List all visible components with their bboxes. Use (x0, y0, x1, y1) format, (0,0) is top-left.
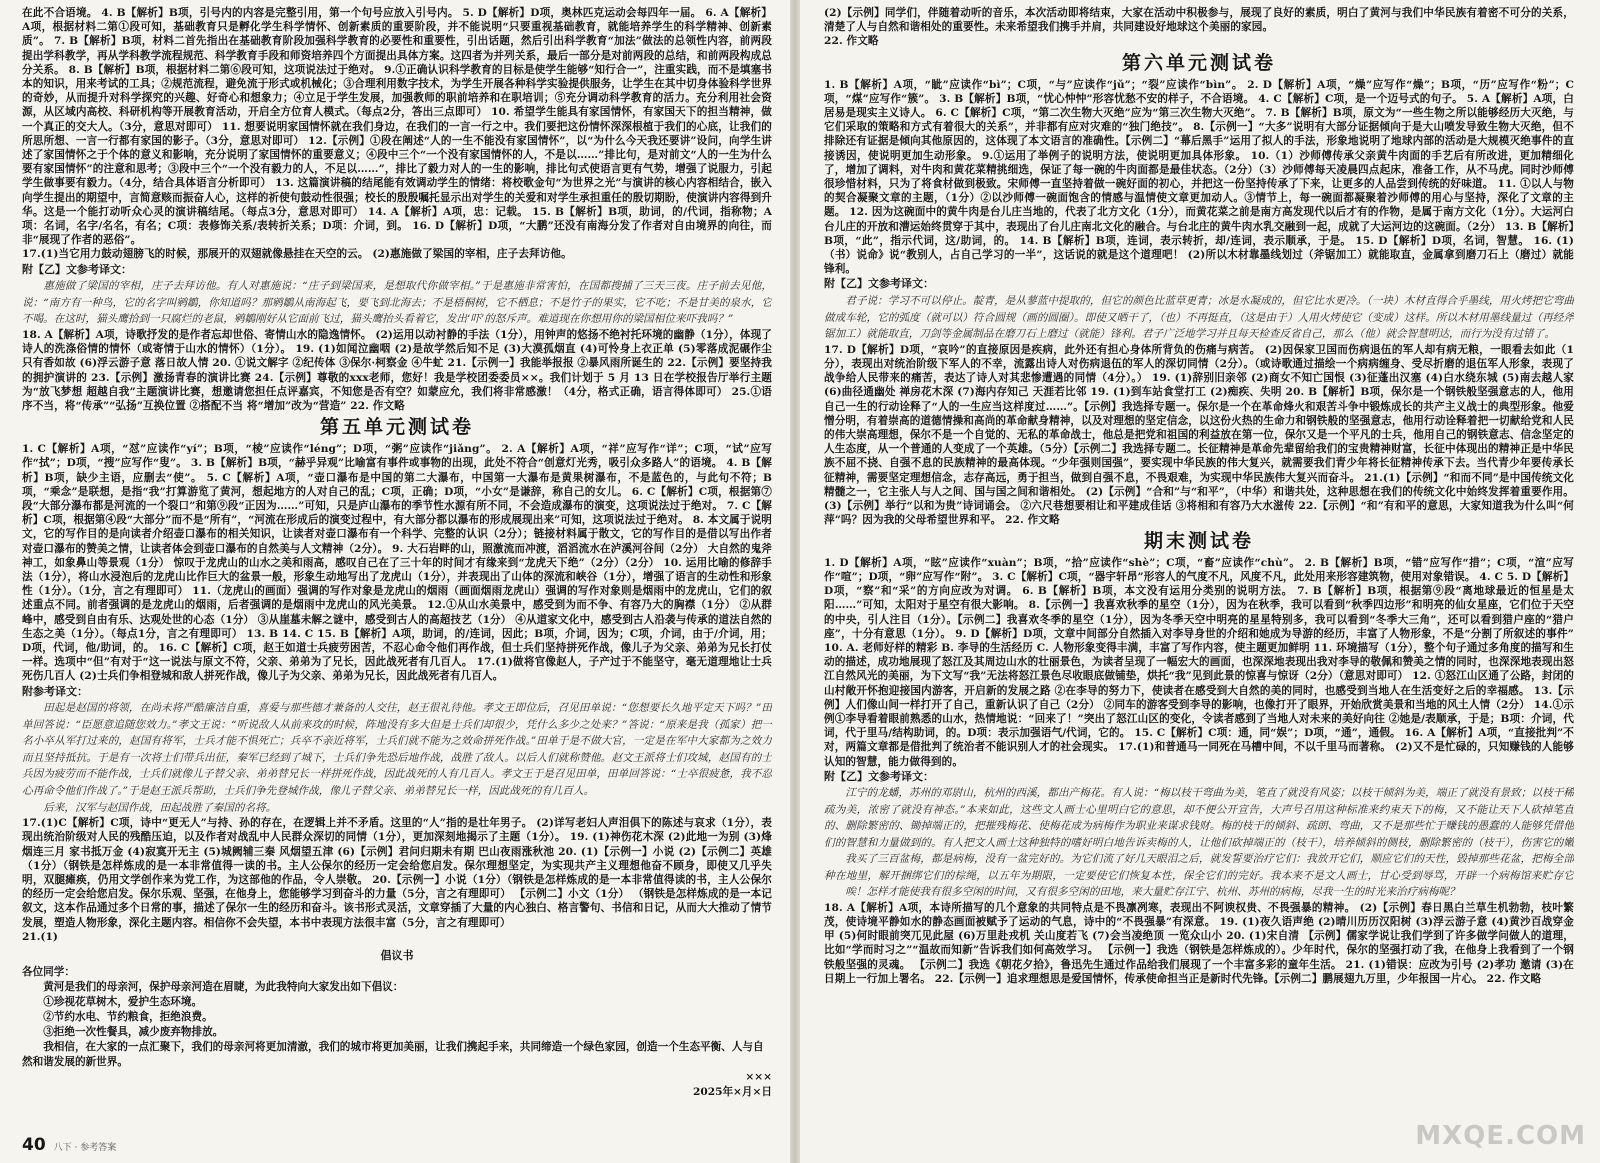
proposal-letter (22, 930, 772, 1100)
right-ref-heading-2: 附【乙】文参考译文： (824, 769, 934, 783)
unit5-answers: 1. C【解析】A项，“怼”应读作“yí”；B项，“棱”应读作“léng”；D项，“粥”应读作“jiǎng”。 2. A【解析】A项，“祥”应写作“详”；C项，“试”应写作“拭”；D项，“搜”应写作“叟”。 3. B【解析】B项，“赫乎异观”比喻富有事件或事物的出现，此处不符合“创意灯光秀，吸引众多路人”的语境。 4. B【解析】B项，缺少主语，应删去“使”。 5. C【解析】A项，“壶口瀑布是中国的第二大瀑布，中国第一大瀑布是黄果树瀑布，不是蓝色的，与此句不符；B项，“乘念”是联想，是指“我”打算游览了黄河，想起地方的人对自己的乱；C项，正确；D项，“小女”是谦辞，称自己的女儿。 6. C【解析】C项，根据第⑦段“大部分瀑布都是河流的一个裂口”和第⑨段“正因为……”可知，只是庐山瀑布的季节性水源有所不同，不会造成瀑布的演变，这项说法过于绝对。 7. C【解析】C项，根据第④段“大部分”而不是“所有”，“河流在形成后的演变过程中，有大部分都以瀑布的形成展现出来”可知，这项说法过于绝对。 8. 本文属于说明文，它的写作目的是向读者介绍壶口瀑布的相关知识，让读者对壶口瀑布有一个科学、完整的认识（2分）；链接材料属于散文，它的写作目的是借以写出作者对壶口瀑布的赞美之情，让读者体会到壶口瀑布的自然美与人文精神（2分）。 9. 大石岩畔的山，照激流而冲渡，滔滔流水在泸溪河谷间（2分） 大自然的鬼斧神工，如象鼻山等景观（1分） 惊叹于龙虎山的山水之美和雨高，感叹自己在了三十年的时间才有缘来到“龙虎天下绝”（2分）（2分） 10. 运用比喻的修辞手法（1分），将山水浸泡后的龙虎山比作巨大的盆景一般，形象生动地写出了龙虎山（1分），并表现出了山体的深流和峡谷（1分），增强了语言的生动性和形象性（1分）。（1分，言之有理即可） 11.（龙虎山的画面）强调的写作对象是龙虎山的烟雨（画面烟雨龙虎山）强调的写作对象则是烟雨中的龙虎山，它们的叙述重点不同。前者强调的是龙虎山的烟雨，后者强调的是烟雨中龙虎山的风光美景。 12.①从山水美景中，感受到为而不争、有容乃大的胸襟（1分） ②从群峰中，感受到自由有乐、达观处世的心态（1分） ③从崖墓未解之谜中，感受到古人的高超技艺（1分） ④从道家文化中，感受到古人沿袭与传承的道法自然的生态之美（1分）。（每点1分，言之有理即可） 13. B 14. C 15. B【解析】A项，助词，的/连词，因此；B项，介词，因为；C项，介词，由于/介词，用；D项，代词，他/助词，的。 16. C【解析】C项，赵王如道士兵疲劳困苦，不忍心命令他们再作战，但士兵们坚持拼死作战，像儿子为父亲、弟弟为兄长打仗一样。选项中“但”有对于“这一说法与原文不符，父亲、弟弟为了兄长，因此战死者有几百人。 17.(1)做将官像赵人，子产过于不能坚守，毫无道理地让士兵死伤几百人 (2)士兵们争相登城和敌人拼死作战，像儿子为父亲、弟弟为兄长，因此战死者有几百人。 (22, 443, 772, 683)
left-ref-heading-2: 附参考译文： (22, 684, 88, 698)
proposal-line: 黄河是我们的母亲河，保护母亲河造在眉睫，为此我特向大家发出如下倡议： (43, 980, 404, 993)
right-translation-4: 唉！怎样才能使我有很多空闲的时间，又有很多空闲的田地，来大量贮存江宁、杭州、苏州的病梅，尽我一生的时光来治疗病梅呢？ (845, 886, 1460, 899)
left-lower-answers: 17.(1)C【解析】C项，诗中“更无人”与持、孙的存在，在逻辑上并不矛盾。这里的“人”指的是壮年男子。 (2)详写老妇人声泪俱下的陈述与哀求（1分），表现出统治阶级对人民的残酷压迫，以及作者对战乱中人民群众深切的同情（1分），更加深刻地揭示了主题（1分）。 19. (1)神伤花木深 (2)此地一为别 (3)烽烟连三月 家书抵万金 (4)寂寞开无主 (5)城阙辅三秦 风烟望五津 (6)【示例】君问归期未有期 巴山夜雨涨秋池 20. (1)【示例一】小说 (2)【示例二】英雄（1分）（钢铁是怎样炼成的是一本非常值得一读的书。主人公保尔的经历一定会给您启发。保尔理想坚定，为实现共产主义理想他奋不顾身，即使又几乎失明，双腿瘫痪，仍用文学创作来为党工作，为这部他的作品，令人崇敬。 20.【示例一】小说（1分）（钢铁是怎样炼成的是一本非常值得读的书，主人公保尔的经历一定会给您启发。保尔乐观、坚强，在他身上，您能够学习到奋斗的力量（5分，言之有理即可） 【示例二】小文（1分） （钢铁是怎样炼成的是一本记叙文，这本作品通过多个日常的事，描述了保尔一生的经历和奋斗。该书形式灵活，文章穿插了大量的内心独白、格言警句、书信和日记，从而大大推动了情节发展，塑造人物形象，深化主题内容。相信你不会失望，本书中表现方法很丰富（5分，言之有理即可） (22, 817, 772, 929)
left-top-answers (22, 6, 772, 262)
unit6-answers: 1. B【解析】A项，“眦”应读作“bì”；C项，“与”应读作“jǔ”；“裂”应读作“bìn”。 2. D【解析】A项，“燥”应写作“燥”；B项，“历”应写作“粉”；C项，“煤”应写作“簇”。 3. B【解析】B项，“忧心忡忡”形容忧愁不安的样子，不合语境。 4. C【解析】C项，是一个迈号式的句子。 5. A【解析】A项，白居易是现实主义诗人。 6. C【解析】C项，“第二次生物大灭绝”应为“第三次生物大灭绝”。 7. B【解析】B项，原文为“一些生物之所以能够经历大灭绝，与它们采取的策略和方式有着很大的关系”，并非都有应对灾难的“独门绝技”。 8.【示例一】“大多”说明有大部分证据倾向于是大山喷发导致生物大灭绝，但不排除还有证据是倾向其他原因的，这体现了本文语言的准确性。【示例二】“幕后黑手”运用了拟人的手法，形象地说明了地球内部的活动是大规模灭绝事件的直接诱因，使说明更加生动形象。 9.①运用了举例子的说明方法，使说明更加具体形象。 10.（1）沙师傅传承父亲黄牛肉面的手艺后有所改进，更加精细化了，增加了调料，对牛肉和黄花菜精挑细选，保证了每一碗的牛肉面都是最佳状态。（2分）（3）沙师傅每天凌晨四点起床，准备工作，从不马虎。同时沙师傅很珍惜材料，只为了将食材做到极致。宋师傅一直坚持着做一碗好面的初心，并把这一份坚持传承了下来，让更多的人品尝到传统的好味道。 11. ①以人与物的契合凝聚文章的主题，（1分）②以沙师傅一碗面饱含的情感与温情使文章更加动人。③情节上，每一碗面都凝聚着沙师傅的用心与坚持，深化了文章的主题。 12. 因为这碗面中的黄牛肉是台儿庄当地的，代表了北方文化（1分），而黄花菜之前是南方高发现代以后才有的作物，是属于南方文化（1分）。大运河白台儿庄的开放和漕运始终贯穿于其中，表现出了台儿庄南北文化的融合。与台北庄的黄牛肉水乳交融到一起，成就了大运河边的这碗面。（2分） 13. B【解析】B项，“此”，指示代词，这/助词，的。 14. B【解析】B项，连词，表示转折，却/连词，表示顺承，于是。 15. D【解析】D项，名词，智慧。 16. (1)（书）说命》说“教别人，占自己学习的一半”，这话说的就是这个道理吧！ (2)所以木材靠墨线划过（斧锯加工）就能取直，金属拿到磨刀石上（磨过）就能锋利。 (824, 78, 1574, 276)
right-mid-answers: 17. D【解析】D项，“哀吟”的直接原因是疾病，此外还有担心身体所背负的伤痛与病苦。 (2)因保家卫国而伤病退伍的军人却有病无粮，一眼看去如此（1分），表现出对统治阶级下军人的不幸，流露出诗人对伤病退伍的军人的深切同情（2分）。（或诗歌通过描绘一个病病缠身、受尽折磨的退伍军人形象，表现了战争给人民带来的痛苦，表达了诗人对其悲惨遭遇的同情（4分）。） 19. (1)辞别旧亲邻 (2)商女不知亡国恨 (3)征蓬出汉塞 (4)白水绕东城 (5)南去越人家 (6)曲径通幽处 禅房花木深 (7)海内存知己 天涯若比邻 19. (1)到车站食堂打工 (2)痴疾、失明 20. B【解析】B项，保尔是一个钢铁般坚强意志的人，他用自己一生的行动诠释了“人的一生应当这样度过……”。【示例】我选择专题一。保尔是一个在革命烽火和艰苦斗争中锻炼成长的共产主义战士的典型形象。他爱憎分明，有着崇高的道德情操和高尚的革命献身精神，以及对理想的坚定信念，以这份火热的生命力和钢铁般的坚强意志，他用行动诠释着把一切献给党和人民的伟大崇高理想，保尔不是一个自觉的、无私的革命战士，他总是把党和祖国的利益放在第一位，保尔又是一个平凡的士兵，他用自己的钢铁意志、信念坚定的人生态度，从一个普通的人变成了一个英雄。（5分）【示例二】我选择专题二。长征精神是革命先辈留给我们的宝贵精神财富，长征中体现出的精神正是中华民族不屈不挠、自强不息的民族精神的最高体现。“少年强则国强”，要实现中华民族的伟大复兴，就需要我们青少年将长征精神传承下去。当代青少年要传承长征精神，需要坚定理想信念，志存高远，勇于担当，做到自强不息，不畏艰难，为实现中华民族伟大复兴而奋斗。 21.(1)【示例】“和而不同”是中国传统文化精髓之一，它主张人与人之间、国与国之间和谐相处。 (2)【示例】“合和”与“和平”，（中华）和谐共处，这种思想在我们的传统文化中始终发挥着重要作用。 (3)【示例】举行“以和为贵”诗词诵会。 ②六尺巷想要相让和平建成佳话 ③将相和有容乃大水滋传 22.【示例】“和”有和平的意思，大家知道我为什么叫“何萍”吗？因为我的父母希望世界和平。 22. 作文略 (824, 343, 1574, 527)
q21-label: 21.(1) (22, 930, 58, 943)
left-translation-2: 田起是赵国的将领，在尚未将严酷廉洁自重，喜爱与那些德才兼备的人交往，赵王很礼待他。孝文王即位后，召见田单说：“您想要长久地平定天下吗？”田单回答说：“臣愿意追随您效力。”孝文王说：“听说敌人从前来攻的时候，阵地没有多大但是士兵们却很少，凭什么多少之处来？”答说：“原来是我（孤家）把一名小卒从军打过来的，赵国有将军，士兵才能不惧死亡；兵卒不亲近将军，士兵们就不能为之效命拼死作战。”田单于是不做大官，一定是在军中大家都为之效力而且坚持抵抗。于是有一次将士们带兵出征，秦军已经到了城下，士兵们争先恐后地作战，战胜了敌人。以后人们就称赞他。赵文王派将士们攻城，赵国有的士兵因为疲劳而不能作战，士兵们就像儿子替父亲、弟弟替兄长一样拼死作战，因此战死的人有几百人。孝文王于是召见田单，田单回答说：“士卒很疲惫，我不忍心再命令他们作战了。”于是赵王派兵帮助，士兵们争先登城作战，像儿子替父亲、弟弟替兄长一样，因此战死的有几百人。 (22, 702, 772, 798)
final-exam-title: 期末测试卷 (1143, 529, 1254, 552)
page-number: 40 (22, 1135, 46, 1155)
right-ref-heading-1: 附【乙】文参考译文： (824, 277, 934, 291)
proposal-date: 2025年×月×日 (692, 1085, 772, 1098)
unit6-title: 第六单元测试卷 (1121, 51, 1276, 74)
site-watermark: MXQE.COM (1415, 1121, 1586, 1151)
right-translation-1: 君子说：学习不可以停止。靛青，是从蓼蓝中提取的，但它的颜色比蓝草更青；冰是水凝成的，但它比水更冷。（一块）木材直得合乎墨线，用火烤把它弯曲做成车轮，它的弧度（就可以）符合圆规（画的圆圈）。即使又晒干了，（也）不再挺直，（这是由于）人用火烤使它（变成）这样。所以木材用墨线量过（再经斧锯加工）就能取直，刀剑等金属制品在磨刀石上磨过（就能）锋利。君子广泛地学习并且每天检查反省自己，那么（他）就会智慧明达，而行为没有过错了。 (824, 294, 1574, 341)
proposal-greeting: 各位同学： (22, 965, 75, 978)
left-top-answers-para-1: 在此不合语境。 4. B【解析】B项，引号内的内容是完整引用，第一个句号应放入引号内。 5. D【解析】D项，奥林匹克运动会每四年一届。 6. A【解析】A项，根据材料二第①段可知，基础教育只是孵化学生科学情怀、创新素质的重要阶段，并不能说明“只要重视基础教育，就能培养学生的科学精神、创新素质”。 7. B【解析】B项，材料二首先指出在基础教育阶段加强科学教育的必要性和重要性，引出话题，然后引出科学教育“加法”做法的总领性内容，前两段提出学科教学，再从学科教学流程规范、科学教育手段和师资培养四个方面提出具体方案。这四者为并列关系，最后一部分是对前两段的总结，和前两段构成总分关系。 8. B【解析】B项，根据材料二第⑥段可知，这项说法过于绝对。 9.①正确认识科学教育的目标是使学生能够“知行合一”，注重实践，而不是填塞书本的知识，用来考试的工具；②规范流程，避免流于形式或机械化；③合理利用数字技术，为学生开展各种科学实验提供服务，让学生在其中切身体验科学世界的奇妙，从而提升对科学探究的兴趣、好奇心和想象力；④立足于学生发展，加强教师的职前培养和在职培训；⑤充分调动科学教育的活力。充分利用社会资源，从区域内高校、科研机构等开展教育活动，开启全方位育人模式。（每点2分，答出三点即可） 10. 希望学生能具有家国情怀，有家国天下的担当精神，做一个真正的交大人。（3分，意思对即可） 11. 想要说明家国情怀就在我们身边，在我们的一言一行之中。我们要把这份情怀深深根植于我们的心底，让我们的所思所想、一言一行都有家国的影子。（3分，意思对即可） 12.【示例】①段在阐述“人的一生不能没有家国情怀”，以“为什么今天我还要讲”设问，向学生讲述了家国情怀之于个体的意义和影响，充分说明了家国情怀的重要意义；④段中三个“一个没有家国情怀的人，不是以……”排比句，是对前文“人的一生为什么要有家国情怀”的注意和思考；③段中三个“一个没有毅力的人，不足以……”，排比了毅力对人的一生的影响，排比句式使语言更有气势，增强了说服力，引起学生做事要有毅力。（4分，结合具体语言分析即可） 13. 这篇演讲稿的结尾能有效调动学生的情绪：将校歌金句“为世界之光”与演讲的核心内容相结合，嵌入向学生提出的期望中，言简意赅而振奋人心，这样的祈使句鼓动性很强；校长的殷殷嘱托显示出对学生的关爱和对学生承担重任的殷切期盼，使演讲内容得到升华。这是一个能打动听众心灵的演讲稿结尾。（每点3分，意思对即可） 14. A【解析】A项，忠：记载。 15. B【解析】B项，助词，的/代词，指称物；A项：名词，名字/名名，有名；C项：表修饰关系/表转折关系；D项：介词，到。 16. D【解析】D项，“大鹏”还没有南海分发了作者对自由境界的向往，而非“展现了作者的恶俗”。 (22, 7, 772, 247)
right-top-answer: (2)【示例】同学们，伴随着动听的音乐，本次活动即将结束，大家在活动中积极参与，展现了良好的素质，明白了黄河与我们中华民族有着密不可分的关系，清楚了人与自然和谐相处的重要性。未来希望我们携手并肩，共同建设好地球这个美丽的家园。 (824, 7, 1574, 34)
page-footer (22, 1135, 116, 1155)
proposal-line: 我相信，在大家的一点汇聚下，我们的母亲河将更加清澈，我们的城市将更加美丽，让我们携起手来，共同缔造一个绿色家园，创造一个生态平衡、人与自然和谐发展的新世界。 (22, 1040, 764, 1068)
proposal-signer: ××× (745, 1070, 772, 1083)
proposal-title: 倡议书 (380, 948, 414, 962)
proposal-line: ①珍视花草树木，爱护生态环境。 (43, 995, 203, 1008)
right-top-answer: 22. 作文略 (824, 35, 879, 48)
page-footer-label: 八下 · 参考答案 (53, 1143, 117, 1153)
left-translation-1: 惠施做了梁国的宰相，庄子去拜访他。有人对惠施说：“庄子到梁国来，是想取代你做宰相。”于是惠施非常害怕，在国都搜捕了三天三夜。庄子前去见他，说：“南方有一种鸟，它的名字叫鹓鶵，你知道吗？那鹓鶵从南海起飞，要飞到北海去；不是梧桐树，它不栖息；不是竹子的果实，它不吃；不是甘美的泉水，它不喝。在这时，猫头鹰拾到一只腐烂的老鼠，鹓鶵刚好从它面前飞过，猫头鹰抬头看着它，发出‘吓’的怒斥声。难道现在你想用你的梁国相位来吓我吗？” (22, 280, 772, 326)
left-ref-note: 后来，汉军与赵国作战，田起战胜了秦国的名将。 (43, 801, 277, 814)
book-gutter (790, 0, 800, 1163)
left-top-answers-para-2: 17.(1)当它用力鼓动翅膀飞的时候，那展开的双翅就像悬挂在天空的云。 (2)惠施做了梁国的宰相，庄子去拜访他。 (22, 248, 572, 261)
proposal-line: ②节约水电、节约粮食，拒绝浪费。 (43, 1010, 213, 1023)
right-page (800, 0, 1600, 1163)
unit5-title: 第五单元测试卷 (319, 416, 474, 439)
left-ref-heading-1: 附【乙】文参考译文： (22, 262, 132, 276)
proposal-line: ③拒绝一次性餐具，减少废弃物排放。 (43, 1025, 224, 1038)
left-mid-answers: 18. A【解析】A项，诗歌抒发的是作者忘却世俗、寄情山水的隐逸情怀。 (2)运用以动衬静的手法（1分），用钟声的悠扬不绝衬托环境的幽静（1分），体现了诗人的洗涤俗情的情怀（或寄情于山水的情怀）（1分）。 19. (1)如闻泣幽咽 (2)是故学然后知不足 (3)大漠孤烟直 (4)可怜身上衣正单 (5)零落成泥碾作尘 只有香如故 (6)浮云游子意 落日故人情 20. ①说文解字 ②纪传体 ③保尔·柯察金 ④牛虻 21.【示例一】我能举报报 ②暴风雨所诞生的 22.【示例】要坚持我的拥护演讲的 23.【示例】激扬青春的演讲比赛 24.【示例】尊敬的xxx老师，您好！我是学校团委委员××。我们计划于 5 月 13 日在学校报告厅举行主题为“放飞梦想 超越自我”主题演讲比赛，想邀请您担任点评嘉宾，不知您是否有空？如蒙应允，我们将非常感激！（4分，格式正确，语言得体即可） 25.①语序不当，将“传承”“弘扬”互换位置 ②搭配不当 将“增加”改为“营造” 22. 作文略 (22, 328, 772, 412)
right-translation-2: 江宁的龙蟠，苏州的邓尉山，杭州的西溪，都出产梅花。有人说：“梅以枝干弯曲为美，笔直了就没有风姿；以枝干倾斜为美，端正了就没有景致；以枝干稀疏为美，浓密了就没有神态。”本来如此，这些文人画士心里明白它的意思，却不便公开宣告，大声号召用这种标准来约束天下的梅，又不能让天下人砍掉笔直的、删除繁密的、锄掉端正的，把摧残梅花、使梅花成为病梅作为职业来谋求钱财。梅的枝干的倾斜、疏朗、弯曲，又不是那些忙于赚钱的愚蠢的人能够凭借他们的智慧和力量做到的。有人把文人画士这种独特的嗜好明白地告诉卖梅的人，让他们砍掉端正的（枝干），培养倾斜的侧枝，删除繁密的（枝干），伤害它的嫩 (824, 787, 1574, 850)
right-translation-3: 我买了三百盆梅，都是病梅，没有一盆完好的。为它们流了好几天眼泪之后，就发誓要治疗它们：我放开它们，顺应它们的天性，毁掉那些花盆，把梅全部种在地里，解开捆绑它们的棕绳，以五年为期限，一定要使它们恢复本性，保全它们的完好。我本来不是文人画士，甘心受到辱骂，开辟一个病梅馆来贮存它 (824, 853, 1574, 882)
right-lower-answers: 18. A【解析】A项，本诗所描写的几个意象的共同特点是不畏凛冽寒，表现出不阿谀权贵、不畏强暴的精神。 (2)【示例】春日黑白兰草生机勃勃，枝叶繁茂，使诗境平静如水的静态画面被赋予了运动的气息，诗中的“不畏强暴”有深意。 19. (1)夜久语声绝 (2)晴川历历汉阳树 (3)浮云游子意 (4)黄沙百战穿金甲 (5)何时眼前突兀见此屋 (6)万里赴戎机 关山度若飞 (7)会当凌绝顶 一览众山小 20. (1)宋自清 【示例】儒家学说让我们学到了许多做学问做人的道理，比如“学而时习之”“温故而知新”告诉我们如何高效学习。 【示例一】我选（钢铁是怎样炼成的）。少年时代，保尔的坚强打动了我，在他身上我看到了一个钢铁般坚强的灵魂。 【示例二】我选《朝花夕拾》，鲁迅先生通过作品给我们展现了一个丰富多彩的童年生活。 21. (1)错误：应改为引号 (2)孝功 邀请 (3)在日期上一行加上署名。 22.【示例一】追求理想思是爱国情怀，传承使命担当正是新时代先锋。【示例二】鹏展翅九万里，少年报国一片心。 22. 作文略 (824, 901, 1574, 985)
final-exam-answers: 1. D【解析】A项，“眩”应读作“xuàn”；B项，“拾”应读作“shè”；C项，“畜”应读作“chù”。 2. B【解析】B项，“错”应写作“措”；C项，“渲”应写作“喧”；D项，“卵”应写作“附”。 3. C【解析】C项，“器宇轩昂”形容人的气度不凡，风度不凡，此处用来形容建筑物，使用对象错误。 4. C 5. D【解析】D项，“察”和“采”的方向应改为对调。 6. B【解析】B项，本文没有运用分类别的说明方法。 7. B【解析】B项，根据第⑨段“离地球最近的恒星是太阳……”可知，太阳对于星空有很大影响。 8.【示例一】我喜欢秋季的星空（1分），因为在秋季，我可以看到“秋季四边形”和明亮的仙女星座，它们位于天空的中央，引人注目（1分）。【示例二】我喜欢冬季的星空（1分），因为冬季天空中明亮的星星特别多，我可以看到“冬季大三角”，还可以看到猎户座的“猎户座”，十分有意思（1分）。 9. D【解析】D项，文章中间部分自然插入对李导身世的介绍和她成为导游的经历，丰富了人物形象，不是“分割了所叙述的事件” 10. A. 老师好样的精彩 B. 李导的生活经历 C. 人物形象变得丰满，丰富了写作内容，使主题更加鲜明 11. 环境描写（1分），整个句子通过多角度的描写和生动的描述，成功地展现了怒江及其周边山水的壮丽景色，为读者呈现了一幅宏大的画面，也深深地表现出我对李导的敬佩和赞美之情的同时，也深深地表现出怒江自然风光的美丽，为下文写“我”无法将怒江景色尽收眼底做铺垫，烘托“我”见到此景的惊喜与惊讶（2分）（意思对即可） 12. ①怒江山区通了公路，封闭的山村敞开怀抱迎接国内游客，开启新的发展之路 ②在李导的努力下，使读者在感受到大自然的美的同时，也感受到当地人在生活变好之后的幸福感。 13.【示例】人们像山间一样打开了自己，重新认识了自己（2分） ②同车的游客受到李导的影响，也像打开了眼界，开始欣赏美景和当地的风土人情（2分） 14.①示例①李导看着眼前熟悉的山水，热情地说：“回来了！”突出了怒江山区的变化，令读者感到了当地人对未来的美好向往 ②她是/表顺承，于是；B项：介词，代词，代于里马/结构助词，的。D项：表示加强语气/代词，它的。 15. C【解析】C项：通，同“娱”；D项，“通”，通假。 16. A【解析】A项，“直接批判”不对，两篇文章都是借批判了统治者不能识别人才的社会现实。 17.(1)和普通马一同死在马槽中间，不以千里马而著称。 (2)又不是忙碌的，只知赚钱的人能够认知的智慧，能力做得到的。 (824, 556, 1574, 768)
left-page (0, 0, 790, 1163)
